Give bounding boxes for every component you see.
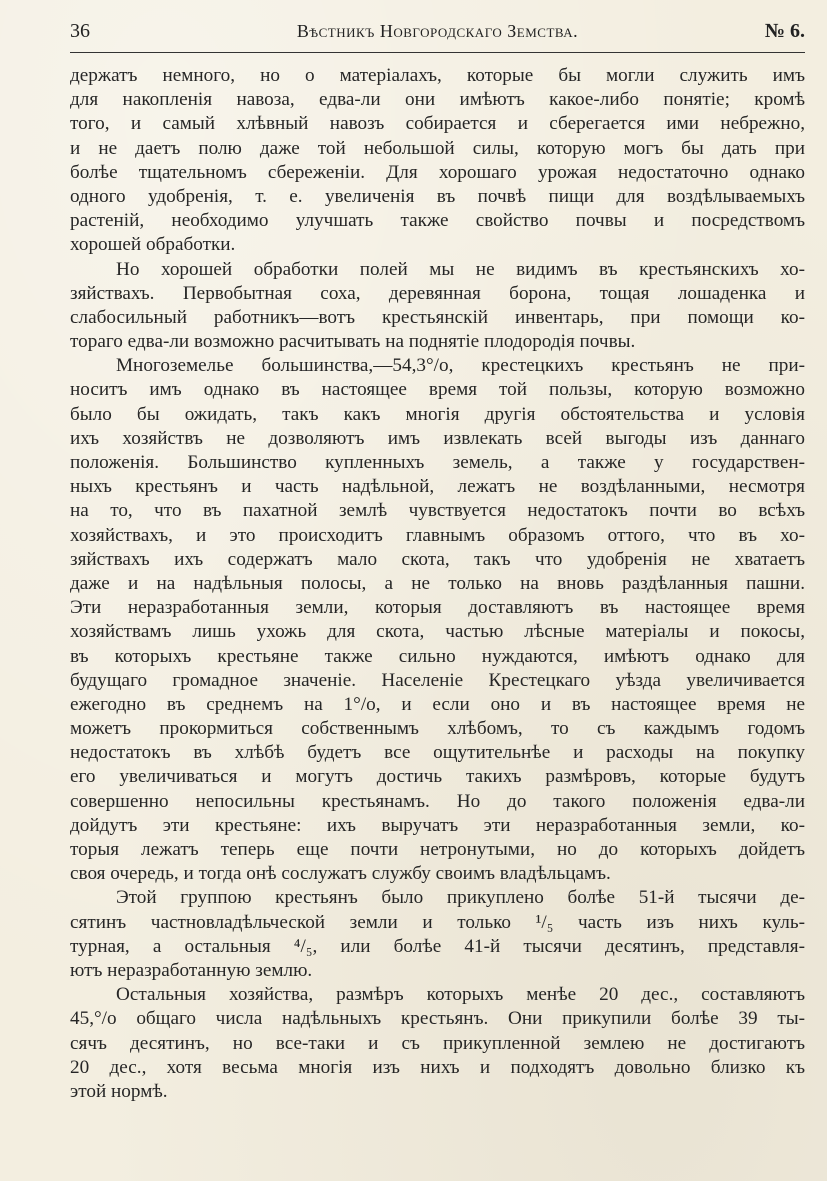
text-line: было бы ожидать, такъ какъ многія другія обстоятельства и условія (70, 403, 805, 425)
text-line: сячъ десятинъ, но все-таки и съ прикупленной землею не достигаютъ (70, 1032, 805, 1054)
text-line: ныхъ крестьянъ и часть надѣльной, лежатъ не воздѣланными, несмотря (70, 476, 805, 498)
text-line: совершенно непосильны крестьянамъ. Но до такого положенія едва-ли (70, 790, 805, 812)
paragraph (70, 354, 805, 886)
paragraph (70, 64, 805, 258)
text-line: для накопленія навоза, едва-ли они имѣютъ какое-либо понятіе; кромѣ (70, 89, 805, 111)
text-line: будущаго громадное значеніе. Населеніе Крестецкаго уѣзда увеличивается (70, 669, 805, 691)
paragraph (70, 258, 805, 355)
text-line: сятинъ частновладѣльческой земли и только ¹/₅ часть изъ нихъ куль- (70, 911, 805, 933)
text-line: и не даетъ полю даже той небольшой силы, которую могъ бы дать при (70, 137, 805, 159)
text-line: на то, что въ пахатной землѣ чувствуется недостатокъ почти во всѣхъ (70, 500, 805, 522)
running-title: Вѣстникъ Новгородскаго Земства. (296, 21, 579, 41)
body-text (70, 64, 805, 1104)
text-line: положенія. Большинство купленныхъ земель, а также у государствен- (70, 452, 805, 473)
text-line: одного удобренія, т. е. увеличенія въ почвѣ пищи для воздѣлываемыхъ (70, 185, 805, 207)
text-line: его увеличиваться и могутъ достичь такихъ размѣровъ, которые будутъ (70, 766, 805, 788)
text-line: хозяйствахъ, и это происходитъ главнымъ образомъ оттого, что въ хо- (70, 524, 805, 546)
text-line: того, и самый хлѣвный навозъ собирается и сберегается ими небрежно, (70, 113, 805, 135)
issue-number: № 6. (764, 20, 805, 42)
text-line: растеній, необходимо улучшать также свойство почвы и посредствомъ (70, 210, 805, 232)
text-line: дойдутъ эти крестьяне: ихъ выручатъ эти неразработанныя земли, ко- (70, 814, 805, 836)
text-line: торыя лежатъ теперь еще почти нетронутыми, но до которыхъ дойдетъ (70, 839, 805, 860)
text-line: ежегодно въ среднемъ на 1°/o, и если оно и въ настоящее время не (70, 693, 805, 715)
text-line: 20 дес., хотя весьма многія изъ нихъ и подходятъ довольно близко къ (70, 1056, 805, 1078)
text-line: держатъ немного, но о матеріалахъ, которые бы могли служить имъ (70, 65, 805, 86)
text-line: хозяйствамъ лишь ухожь для скота, частью лѣсные матеріалы и покосы, (70, 621, 805, 643)
text-line: ютъ неразработанную землю. (70, 959, 313, 981)
text-line: зяйствахъ. Первобытная соха, деревянная борона, тощая лошаденка и (70, 282, 805, 304)
text-line: болѣе тщательномъ сбереженіи. Для хорошаго урожая недостаточно однако (70, 161, 805, 183)
text-line: турная, а остальныя ⁴/₅, или болѣе 41-й тысячи десятинъ, представля- (70, 935, 805, 957)
text-line: даже и на надѣльныя полосы, а не только на вновь раздѣланныя пашни. (70, 572, 805, 594)
text-line: Остальныя хозяйства, размѣръ которыхъ менѣе 20 дес., составляютъ (116, 984, 805, 1006)
page-number: 36 (70, 20, 90, 42)
text-line: Но хорошей обработки полей мы не видимъ въ крестьянскихъ хо- (116, 258, 805, 280)
page-header (70, 18, 805, 52)
paragraph (70, 983, 805, 1104)
text-line: носитъ имъ однако въ настоящее время той пользы, которую возможно (70, 379, 805, 401)
text-line: ихъ хозяйствъ не дозволяютъ имъ извлекать всей выгоды изъ даннаго (70, 427, 805, 449)
text-line: можетъ прокормиться собственнымъ хлѣбомъ, то съ каждымъ годомъ (70, 718, 805, 740)
text-line: Этой группою крестьянъ было прикуплено болѣе 51-й тысячи де- (116, 887, 805, 909)
text-line: этой нормѣ. (70, 1080, 168, 1102)
text-line: тораго едва-ли возможно расчитывать на поднятіе плодородія почвы. (70, 331, 636, 353)
text-line: Многоземелье большинства,—54,3°/o, крестецкихъ крестьянъ не при- (116, 355, 805, 377)
text-line: хорошей обработки. (70, 234, 236, 256)
header-rule (70, 52, 805, 53)
text-line: 45,°/o общаго числа надѣльныхъ крестьянъ. Они прикупили болѣе 39 ты- (70, 1008, 805, 1030)
text-line: въ которыхъ крестьяне также сильно нуждаются, имѣютъ однако для (70, 645, 805, 667)
paragraph (70, 886, 805, 983)
text-line: недостатокъ въ хлѣбѣ будетъ все ощутительнѣе и расходы на покупку (70, 742, 805, 764)
text-line: своя очередь, и тогда онѣ сослужатъ службу своимъ владѣльцамъ. (70, 863, 611, 885)
text-line: Эти неразработанныя земли, которыя доставляютъ въ настоящее время (70, 597, 805, 619)
text-line: слабосильный работникъ—вотъ крестьянскій инвентарь, при помощи ко- (70, 306, 805, 328)
text-line: зяйствахъ ихъ содержатъ мало скота, такъ что удобренія не хватаетъ (70, 548, 805, 570)
